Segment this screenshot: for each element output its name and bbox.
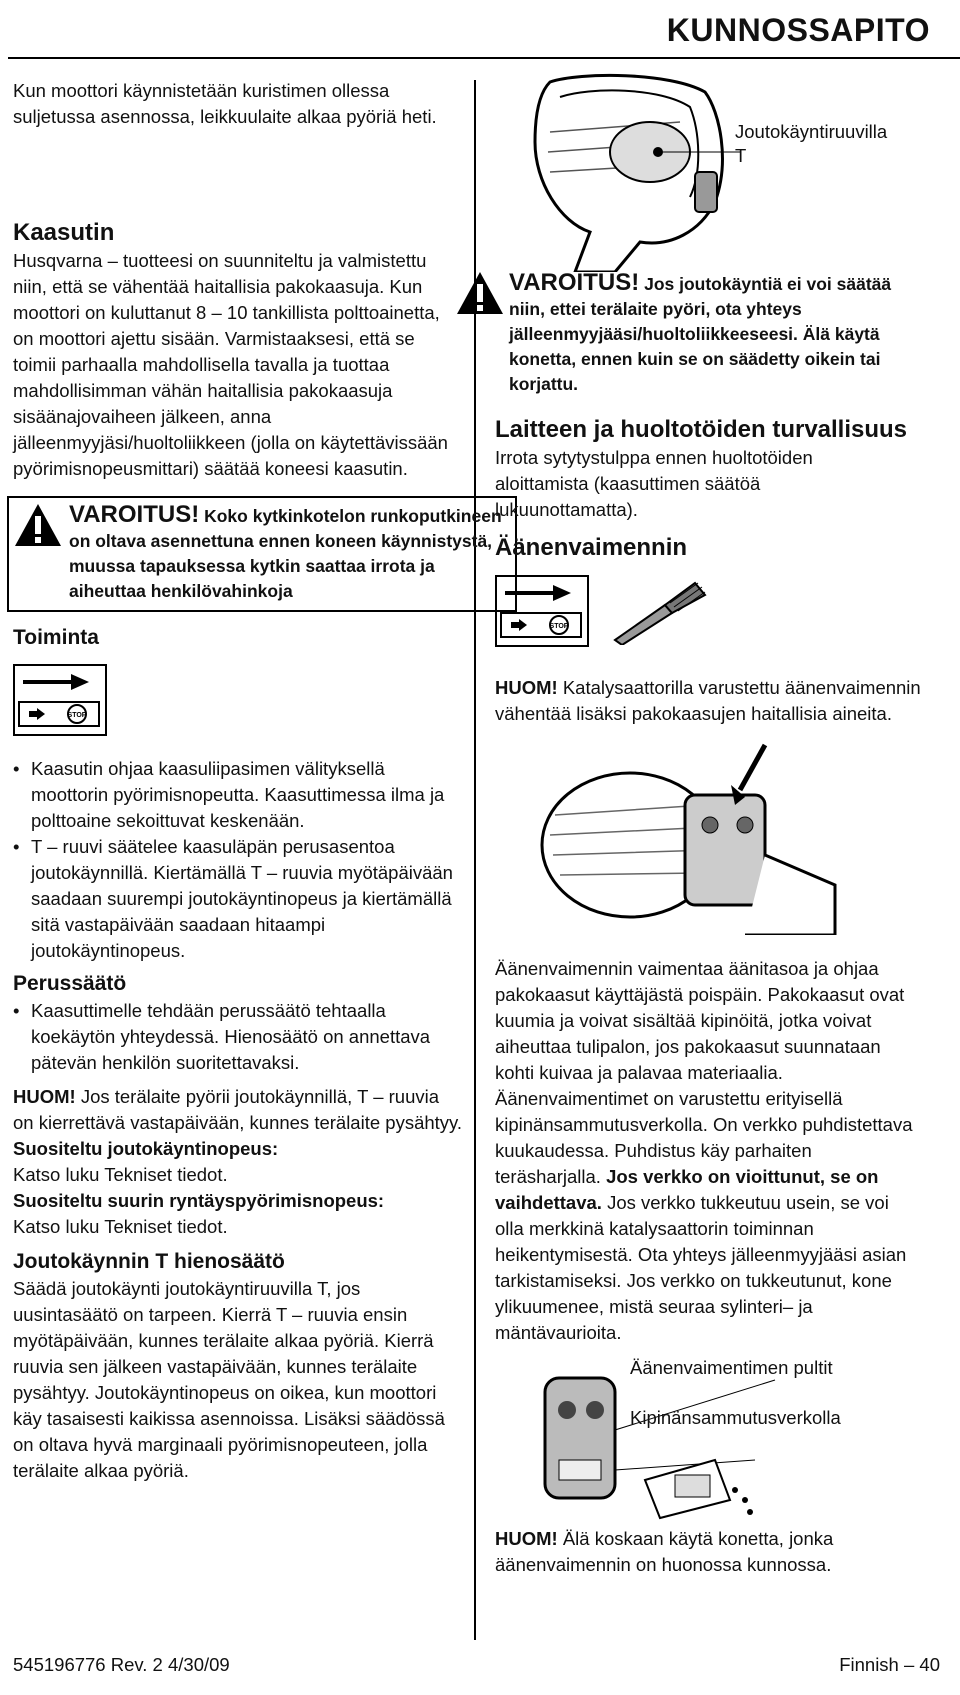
arrow-icon: [497, 577, 587, 645]
main-paragraph-1: Äänenvaimennin vaimentaa äänitasoa ja ohjaa pakokaasut käyttäjästä poispäin. Pakokaasut ovat kuumia ja voivat sisältää kipinöitä, jotka voivat aiheuttaa tulipalon, jos pakokaasut suunnataan kohti kuivaa ja palavaa materiaalia.: [495, 958, 905, 1083]
huom2-paragraph: HUOM! Älä koskaan käytä konetta, jonka äänenvaimennin on huonossa kunnossa.: [495, 1528, 834, 1575]
warning-title: VAROITUS!: [69, 501, 200, 528]
suositeltu-suurin-label: Suositeltu suurin ryntäyspyörimisnopeus:: [13, 1190, 385, 1211]
hienosaato-heading: Joutokäynnin T hienosäätö: [13, 1250, 285, 1273]
left-column: [13, 78, 502, 1484]
huom-paragraph: HUOM! Jos terälaite pyörii joutokäynnillä, T – ruuvia on kierrettävä vastapäivään, kunnes terälaite pysähtyy.: [13, 1086, 463, 1133]
right-column: [495, 266, 945, 1578]
footer-right: Finnish – 40: [839, 1654, 940, 1675]
huom-paragraph: HUOM! Katalysaattorilla varustettu äänenvaimennin vähentää lisäksi pakokaasujen haitallisia aineita.: [495, 677, 921, 724]
svg-text:STOP: STOP: [549, 623, 569, 630]
page-title: KUNNOSSAPITO: [666, 12, 930, 48]
turvallisuus-heading: Laitteen ja huoltotöiden turvallisuus: [495, 416, 908, 443]
main-paragraph-2: Äänenvaimentimet on varustettu erityisellä kipinänsammutusverkolla. On verkko puhdistettava kuukaudessa. Puhdistus käy parhaiten teräsharjalla. Jos verkko on vioittunut, se on vaihdettava. Jos verkko tukkeutuu usein, se voi olla merkkinä katalysaattorin toiminnan heikentymisestä. Ota yhteys jälleenmyyjääsi asian tarkistamiseksi. Jos verkko on tukkeutunut, kone ylikuumenee, mistä seuraa sylinteri– ja mäntävaurioita.: [495, 1088, 913, 1343]
muffler-illustration: [535, 735, 855, 935]
turvallisuus-paragraph: Irrota sytytystulppa ennen huoltotöiden aloittamista (kaasuttimen säätöä lukuunottamatta).: [495, 447, 813, 520]
suositeltu-joutokaynti-text: Katso luku Tekniset tiedot.: [13, 1164, 228, 1185]
toiminta-heading: Toiminta: [13, 626, 99, 649]
arrow-icon: [15, 666, 105, 734]
toiminta-list: [13, 756, 463, 964]
warning-box-left: [7, 496, 517, 612]
warning-text: Jos joutokäyntiä ei voi säätää niin, ettei terälaite pyöri, ota yhteys jälleenmyyjääsi/huoltoliikkeeseesi. Älä käytä konetta, ennen kuin se on säädetty oikein tai korjattu.: [509, 274, 892, 394]
warning-title: VAROITUS!: [509, 269, 640, 296]
svg-text:STOP: STOP: [67, 712, 87, 719]
warning-box-right: [451, 266, 927, 403]
spark-arrestor-illustration: [525, 1370, 785, 1520]
suositeltu-joutokaynti-label: Suositeltu joutokäyntinopeus:: [13, 1138, 279, 1159]
warning-triangle-icon: [13, 502, 63, 548]
suositeltu-suurin-text: Katso luku Tekniset tiedot.: [13, 1216, 228, 1237]
list-item: • T – ruuvi säätelee kaasuläpän perusasentoa joutokäynnillä. Kiertämällä T – ruuvia myötäpäivään saadaan suurempi joutokäyntinopeus ja kiertämällä sitä vastapäivään saadaan hitaampi joutokäyntinopeus.: [13, 834, 463, 964]
warning-triangle-icon: [455, 270, 505, 316]
arrow-brush-diagram: [495, 575, 945, 675]
wire-brush-icon: [610, 575, 710, 645]
warning-text: Koko kytkinkotelon runkoputkineen on oltava asennettuna ennen koneen käynnistystä, muussa tapauksessa kytkin saattaa irrota ja aiheuttaa henkilövahinkoja: [69, 506, 502, 601]
perussaato-heading: Perussäätö: [13, 972, 127, 995]
arrow-stop-diagram: [13, 664, 107, 736]
list-item: • Kaasutin ohjaa kaasuliipasimen välityksellä moottorin pyörimisnopeutta. Kaasuttimessa ilma ja polttoaine sekoittuvat keskenään.: [13, 756, 463, 834]
list-item: • Kaasuttimelle tehdään perussäätö tehtaalla koekäytön yhteydessä. Hienosäätö on annettava pätevän henkilön suoritettavaksi.: [13, 998, 463, 1076]
header-rule: [8, 57, 960, 59]
engine-label: Joutokäyntiruuvilla T: [735, 121, 888, 166]
aanenvaimennin-heading: Äänenvaimennin: [495, 534, 688, 561]
label-pultit: Äänenvaimentimen pultit: [630, 1357, 833, 1378]
kaasutin-paragraph: Husqvarna – tuotteesi on suunniteltu ja valmistettu niin, että se vähentää haitallisia pakokaasuja. Kun moottori on kuluttanut 8 – 10 tankillista polttoainetta, on moottori ajettu sisään. Varmistaaksesi, että se toimii parhaalla mahdollisella tavalla ja tuottaa mahdollisimman vähän haitallisia pakokaasuja sisäänajovaiheen jälkeen, anna jälleenmyyjäsi/huoltoliikkeen (jolla on käytettävissään pyörimisnopeusmittari) säätää koneesi kaasutin.: [13, 250, 448, 479]
intro-paragraph: Kun moottori käynnistetään kuristimen ollessa suljetussa asennossa, leikkuulaite alkaa pyöriä heti.: [13, 80, 437, 127]
footer-left: 545196776 Rev. 2 4/30/09: [13, 1654, 230, 1675]
kaasutin-heading: Kaasutin: [13, 219, 115, 246]
engine-illustration: [520, 72, 760, 272]
perussaato-list: [13, 998, 463, 1076]
hienosaato-paragraph: Säädä joutokäynti joutokäyntiruuvilla T, jos uusintasäätö on tarpeen. Kierrä T – ruuvia ensin myötäpäivään, kunnes terälaite alkaa pyöriä. Kierrä ruuvia sen jälkeen vastapäivään, kunnes terälaite pysähtyy. Joutokäyntinopeus on oikea, kun moottori käy tasaisesti kaikissa asennoissa. Lisäksi säädössä on oltava hyvä marginaali pyörimisnopeuteen, jolla terälaite alkaa pyöriä.: [13, 1278, 445, 1481]
arrow-stop-box: [495, 575, 589, 647]
label-verkko: Kipinänsammutusverkolla: [630, 1407, 841, 1428]
spark-arrestor-diagram: [495, 1356, 945, 1516]
